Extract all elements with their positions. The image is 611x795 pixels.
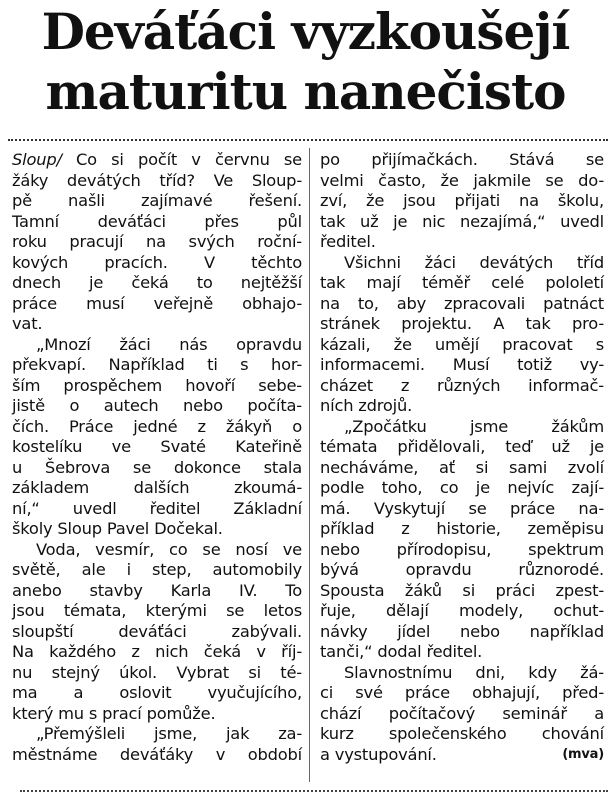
left-line: čích. Práce jedné z žákyň o	[12, 416, 302, 436]
left-line: vat.	[12, 314, 43, 333]
author-credit: (mva)	[562, 746, 604, 762]
left-line: městnáme deváťáky v období	[12, 744, 302, 764]
right-line: stránek projektu. A tak pro-	[320, 314, 604, 333]
final-line-row	[320, 745, 604, 766]
left-line: nu stejný úkol. Vybrat si té-	[12, 662, 302, 682]
right-line: „Zpočátku jsme žákům	[344, 416, 604, 436]
right-line: podle toho, co je nejvíc zají-	[320, 478, 604, 497]
article-headline	[0, 2, 611, 122]
left-line: ní,“ uvedl ředitel Základní	[12, 498, 302, 518]
right-line: na to, aby zpracovali patnáct	[320, 293, 604, 313]
left-line: pě našli zajímavé řešení.	[12, 191, 302, 210]
headline-line-1: Deváťáci vyzkoušejí	[41, 2, 570, 61]
right-line: cházet z různých informač-	[320, 375, 604, 395]
article-right-column	[320, 150, 604, 765]
top-dotted-rule	[8, 139, 608, 141]
right-line: po přijímačkách. Stává se	[320, 150, 604, 169]
left-line: Voda, vesmír, co se nosí ve	[36, 539, 302, 559]
right-line: Všichni žáci devátých tříd	[344, 252, 604, 272]
article-left-column	[12, 150, 302, 765]
right-line: necháváme, ať si sami zvolí	[320, 457, 604, 477]
left-line: kostelíku ve Svaté Kateřině	[12, 437, 302, 456]
left-line: Tamní deváťáci přes půl	[12, 211, 302, 231]
headline-line-2: maturitu nanečisto	[45, 62, 566, 121]
right-line: tanči,“ dodal ředitel.	[320, 642, 483, 661]
left-line: překvapí. Například ti s hor-	[12, 355, 302, 374]
bottom-dotted-rule	[20, 790, 608, 792]
left-line: Na každého z nich čeká v říj-	[12, 642, 302, 661]
right-line: tak mají téměř celé pololetí	[320, 273, 604, 292]
right-line: příklad z historie, zeměpisu	[320, 519, 604, 538]
right-line: ních zdrojů.	[320, 396, 413, 415]
right-line: řuje, dělají modely, ochut-	[320, 601, 604, 620]
right-line: tak už je nic nezajímá,“ uvedl	[320, 211, 604, 231]
left-line: ším prospěchem hovoří sebe-	[12, 375, 302, 395]
left-line: který mu s prací pomůže.	[12, 703, 216, 723]
left-line: práce musí veřejně obhajo-	[12, 293, 302, 313]
left-line: jsou témata, kterými se letos	[12, 601, 302, 620]
right-line: bývá opravdu různorodé.	[320, 560, 604, 579]
left-line: kových pracích. V těchto	[12, 252, 302, 272]
left-line: sloupští deváťáci zabývali.	[12, 621, 302, 641]
left-line: ma a oslovit vyučujícího,	[12, 683, 302, 702]
right-line: témata přidělovali, teď už je	[320, 437, 604, 456]
right-line: ředitel.	[320, 232, 376, 251]
left-line: školy Sloup Pavel Dočekal.	[12, 519, 223, 538]
left-line-0	[12, 150, 302, 171]
right-line: a vystupování.	[320, 744, 437, 764]
left-line: základem dalších zkoumá-	[12, 478, 302, 497]
left-line-0-text: Co si počít v červnu se	[61, 150, 302, 169]
right-line: zví, že jsou přijati na školu,	[320, 191, 604, 210]
dateline: Sloup/	[12, 150, 62, 169]
right-line: kázali, že umějí pracovat s	[320, 334, 604, 354]
right-line: nebo přírodopisu, spektrum	[320, 539, 604, 559]
right-line: informacemi. Musí totiž vy-	[320, 355, 604, 374]
right-line: má. Vyskytují se práce na-	[320, 498, 604, 518]
right-line: návky jídel nebo například	[320, 621, 604, 641]
left-line: „Přemýšleli jsme, jak za-	[36, 724, 302, 743]
left-line: roku pracují na svých roční-	[12, 232, 302, 251]
column-divider	[309, 148, 310, 782]
left-line: žáky devátých tříd? Ve Sloup-	[12, 170, 302, 190]
right-line: Spousta žáků si práci zpest-	[320, 580, 604, 600]
left-line: světě, ale i step, automobily	[12, 560, 302, 579]
right-line: ci své práce obhajují, před-	[320, 683, 604, 702]
left-line: „Mnozí žáci nás opravdu	[36, 334, 302, 354]
right-line: kurz společenského chování	[320, 724, 604, 743]
right-line: Slavnostnímu dni, kdy žá-	[344, 662, 604, 682]
left-line: anebo stavby Karla IV. To	[12, 580, 302, 600]
right-line: chází počítačový seminář a	[320, 703, 604, 723]
right-line: velmi často, že jakmile se do-	[320, 170, 604, 190]
left-line: jistě o autech nebo počíta-	[12, 396, 302, 415]
left-line: dnech je čeká to nejtěžší	[12, 273, 302, 292]
left-line: u Šebrova se dokonce stala	[12, 457, 302, 477]
